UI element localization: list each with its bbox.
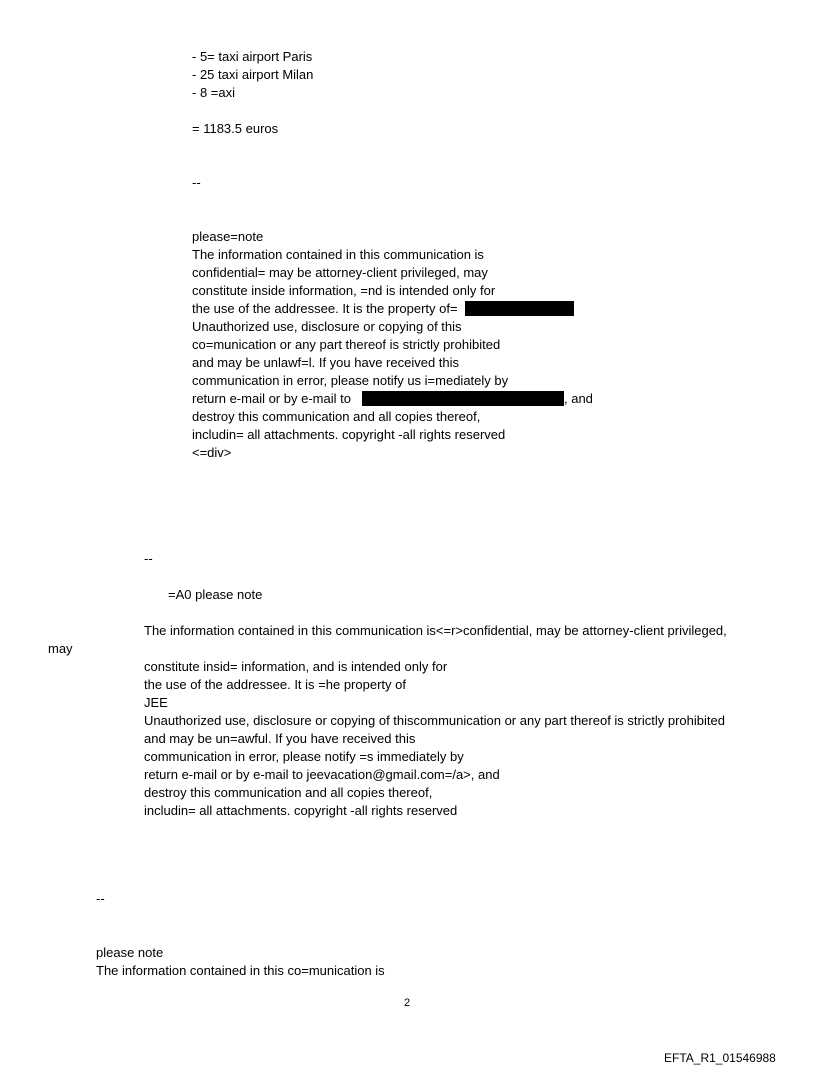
separator: -- (144, 551, 153, 566)
disclaimer-line: The information contained in this communication is (192, 247, 484, 262)
disclaimer-line: destroy this communication and all copies thereof, (192, 409, 481, 424)
disclaimer-heading: =A0 please note (168, 587, 263, 602)
disclaimer-line: includin= all attachments. copyright -all rights reserved (144, 803, 458, 818)
disclaimer-line: co=munication or any part thereof is strictly prohibited (192, 337, 501, 352)
redaction-bar (362, 391, 564, 406)
disclaimer-line: communication in error, please notify =s immediately by (144, 749, 464, 764)
disclaimer-line: constitute inside information, =nd is intended only for (192, 283, 496, 298)
disclaimer-heading: please note (96, 945, 164, 960)
expense-item: - 8 =axi (192, 85, 235, 100)
disclaimer-line: the use of the addressee. It is the property of= (192, 301, 458, 316)
disclaimer-line: The information contained in this communication is<=r>confidential, may be attorney-client privileged, (144, 623, 727, 638)
expense-item: - 5= taxi airport Paris (192, 49, 313, 64)
disclaimer-line: the use of the addressee. It is =he property of (144, 677, 406, 692)
disclaimer-line: communication in error, please notify us i=mediately by (192, 373, 509, 388)
disclaimer-line: and may be un=awful. If you have received this (144, 731, 416, 746)
expense-total: = 1183.5 euros (192, 121, 279, 136)
disclaimer-line: JEE (144, 695, 168, 710)
disclaimer-line: return e-mail or by e-mail to (192, 391, 351, 406)
disclaimer-line: The information contained in this co=munication is (96, 963, 385, 978)
disclaimer-line: <=div> (192, 445, 232, 460)
disclaimer-line: Unauthorized use, disclosure or copying of thiscommunication or any part thereof is strictly prohibited (144, 713, 725, 728)
expense-item: - 25 taxi airport Milan (192, 67, 314, 82)
disclaimer-line: includin= all attachments. copyright -all rights reserved (192, 427, 506, 442)
redaction-bar (465, 301, 574, 316)
page-number: 2 (404, 997, 411, 1009)
disclaimer-line: destroy this communication and all copies thereof, (144, 785, 433, 800)
separator: -- (192, 175, 201, 190)
document-id: EFTA_R1_01546988 (664, 1051, 776, 1065)
separator: -- (96, 891, 105, 906)
disclaimer-line: return e-mail or by e-mail to jeevacation@gmail.com=/a>, and (144, 767, 500, 782)
disclaimer-line: and may be unlawf=l. If you have received this (192, 355, 460, 370)
disclaimer-heading: please=note (192, 229, 264, 244)
disclaimer-line-suffix: , and (564, 391, 593, 406)
disclaimer-line: constitute insid= information, and is intended only for (144, 659, 448, 674)
disclaimer-line: Unauthorized use, disclosure or copying of this (192, 319, 462, 334)
disclaimer-line: confidential= may be attorney-client privileged, may (192, 265, 488, 280)
disclaimer-overflow: may (48, 641, 73, 656)
